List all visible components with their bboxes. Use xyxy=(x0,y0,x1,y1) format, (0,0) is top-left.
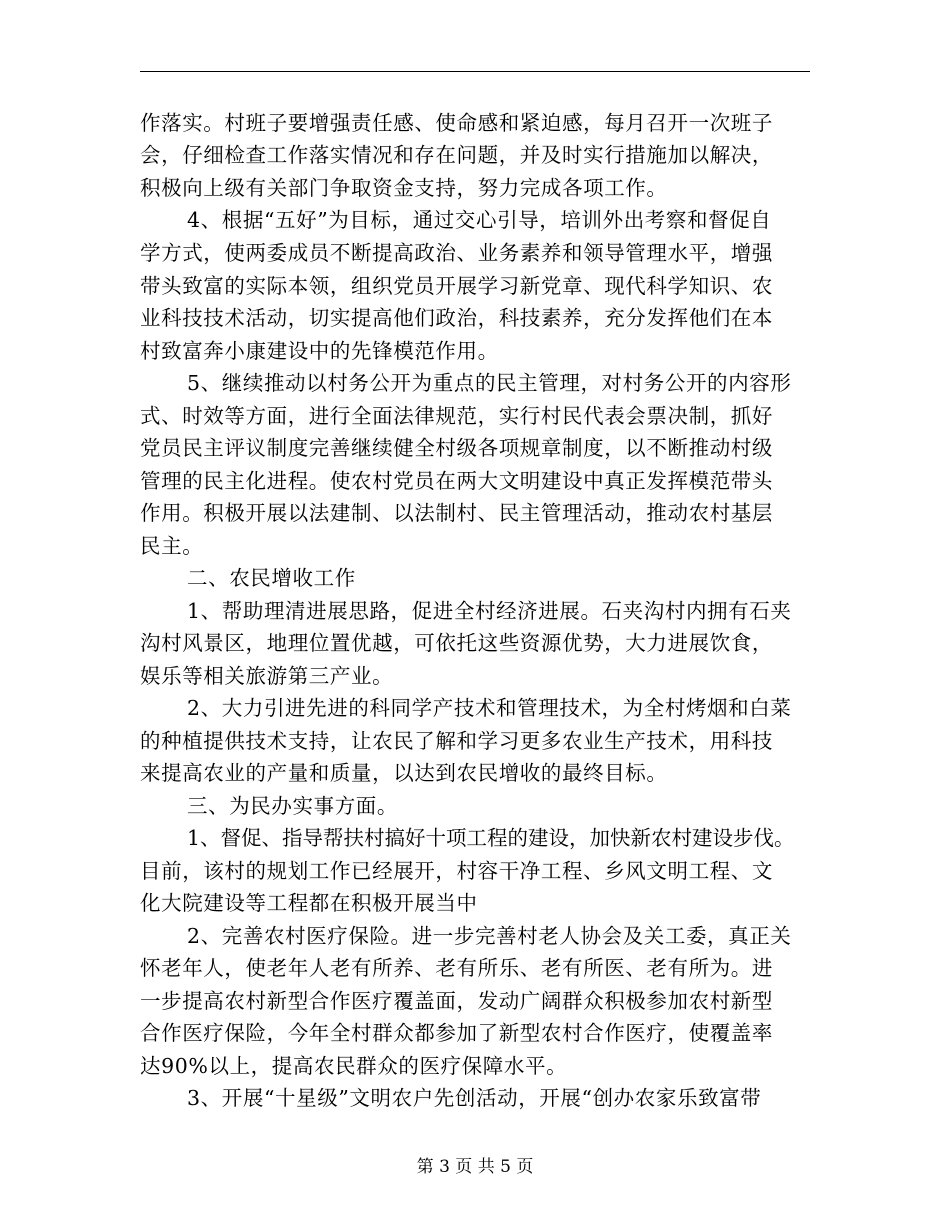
paragraph-line: 沟村风景区，地理位置优越，可依托这些资源优势，大力进展饮食， xyxy=(140,631,773,655)
paragraph-line: 2、完善农村医疗保险。进一步完善村老人协会及关工委，真正关 xyxy=(187,924,792,948)
paragraph-line: 1、督促、指导帮扶村搞好十项工程的建设，加快新农村建设步伐。 xyxy=(187,826,795,850)
paragraph-line: 业科技技术活动，切实提高他们政治，科技素养，充分发挥他们在本 xyxy=(140,306,773,330)
paragraph-line: 学方式，使两委成员不断提高政治、业务素养和领导管理水平，增强 xyxy=(140,241,773,265)
paragraph-line: 4、根据“五好”为目标，通过交心引导，培训外出考察和督促自 xyxy=(187,208,772,232)
paragraph-line: 式、时效等方面，进行全面法律规范，实行村民代表会票决制，抓好 xyxy=(140,404,773,428)
paragraph-line: 带头致富的实际本领，组织党员开展学习新党章、现代科学知识、农 xyxy=(140,274,773,298)
paragraph-line: 5、继续推动以村务公开为重点的民主管理，对村务公开的内容形 xyxy=(187,371,792,395)
paragraph-line: 积极向上级有关部门争取资金支持，努力完成各项工作。 xyxy=(140,176,668,200)
paragraph-line: 娱乐等相关旅游第三产业。 xyxy=(140,664,394,688)
paragraph-line: 党员民主评议制度完善继续健全村级各项规章制度，以不断推动村级 xyxy=(140,436,773,460)
section-heading: 三、为民办实事方面。 xyxy=(187,794,398,818)
paragraph-line: 2、大力引进先进的科同学产技术和管理技术，为全村烤烟和白菜 xyxy=(187,696,792,720)
paragraph-line: 1、帮助理清进展思路，促进全村经济进展。石夹沟村内拥有石夹 xyxy=(187,599,792,623)
paragraph-line: 村致富奔小康建设中的先锋模范作用。 xyxy=(140,339,499,363)
section-heading: 二、农民增收工作 xyxy=(187,566,356,590)
paragraph-line: 一步提高农村新型合作医疗覆盖面，发动广阔群众积极参加农村新型 xyxy=(140,989,773,1013)
paragraph-line: 3、开展“十星级”文明农户先创活动，开展“创办农家乐致富带 xyxy=(187,1086,762,1110)
paragraph-line: 怀老年人，使老年人老有所养、老有所乐、老有所医、老有所为。进 xyxy=(140,956,773,980)
page-number: 第 3 页 共 5 页 xyxy=(416,1157,534,1177)
paragraph-line: 合作医疗保险，今年全村群众都参加了新型农村合作医疗，使覆盖率 xyxy=(140,1021,773,1045)
paragraph-line: 的种植提供技术支持，让农民了解和学习更多农业生产技术，用科技 xyxy=(140,729,773,753)
paragraph-line: 作用。积极开展以法建制、以法制村、民主管理活动，推动农村基层 xyxy=(140,501,773,525)
paragraph-line: 民主。 xyxy=(140,534,204,558)
paragraph-line: 达90%以上，提高农民群众的医疗保障水平。 xyxy=(140,1054,568,1078)
paragraph-line: 会，仔细检查工作落实情况和存在问题，并及时实行措施加以解决， xyxy=(140,143,773,167)
header-rule xyxy=(140,71,810,72)
paragraph-line: 目前，该村的规划工作已经展开，村容干净工程、乡风文明工程、文 xyxy=(140,859,773,883)
paragraph-line: 来提高农业的产量和质量，以达到农民增收的最终目标。 xyxy=(140,761,668,785)
paragraph-line: 化大院建设等工程都在积极开展当中 xyxy=(140,891,478,915)
paragraph-line: 作落实。村班子要增强责任感、使命感和紧迫感，每月召开一次班子 xyxy=(140,111,773,135)
paragraph-line: 管理的民主化进程。使农村党员在两大文明建设中真正发挥模范带头 xyxy=(140,469,773,493)
